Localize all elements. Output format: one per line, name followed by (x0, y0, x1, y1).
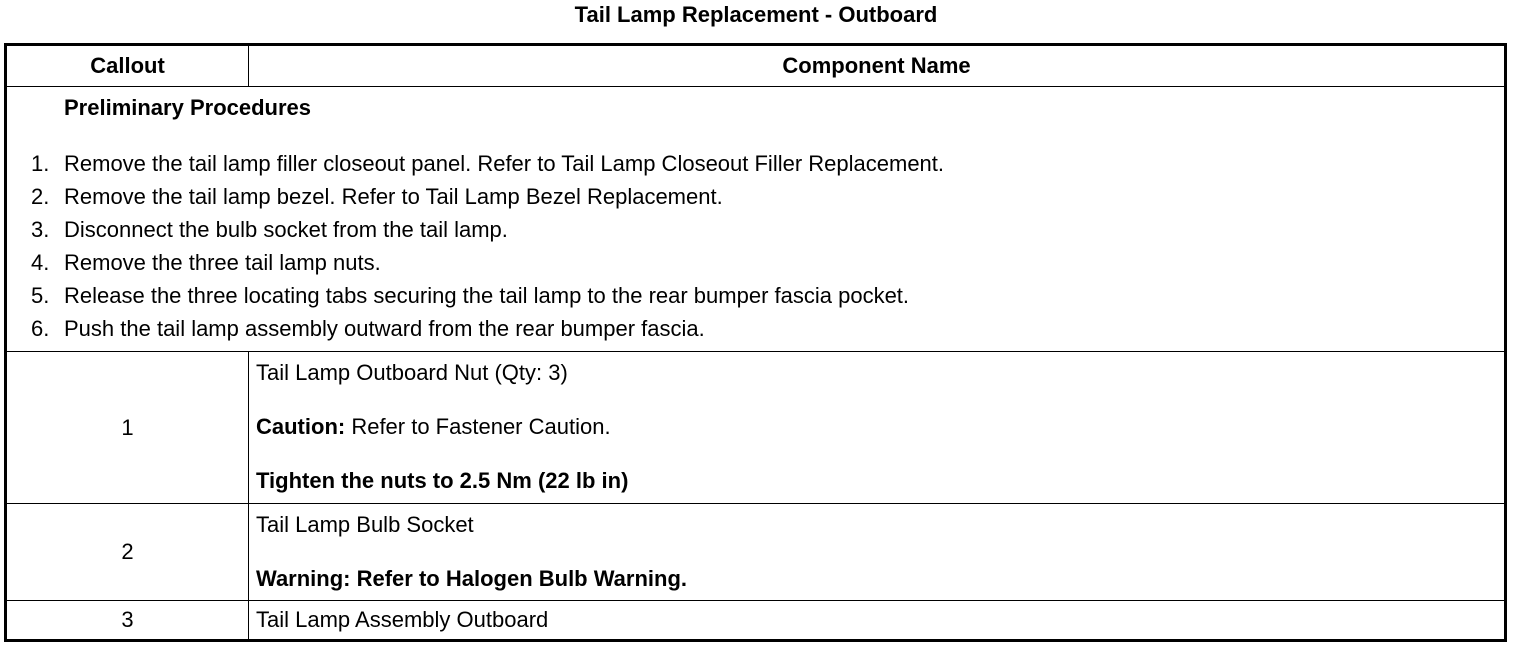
list-item (7, 312, 1504, 345)
table-row (6, 504, 1506, 601)
preliminary-cell (6, 87, 1506, 352)
caution-note (256, 412, 1496, 442)
component-name: Tail Lamp Outboard Nut (Qty: 3) (256, 360, 568, 385)
list-item (7, 213, 1504, 246)
component-cell (249, 352, 1506, 504)
preliminary-steps (7, 147, 1504, 345)
caution-label: Caution: (256, 414, 346, 439)
step-text: Push the tail lamp assembly outward from the rear bumper fascia. (64, 316, 705, 341)
component-name: Tail Lamp Assembly Outboard (249, 601, 1506, 641)
procedure-table (4, 43, 1507, 642)
callout-number: 1 (6, 352, 249, 504)
callout-number: 3 (6, 601, 249, 641)
list-item (7, 246, 1504, 279)
component-cell (249, 504, 1506, 601)
step-number: 2. (31, 184, 50, 209)
table-header-row (6, 45, 1506, 87)
step-number: 5. (31, 283, 50, 308)
list-item (7, 147, 1504, 180)
step-text: Release the three locating tabs securing the tail lamp to the rear bumper fascia pocket. (64, 283, 910, 308)
table-row (6, 601, 1506, 641)
torque-spec: Tighten the nuts to 2.5 Nm (22 lb in) (256, 468, 629, 493)
step-number: 1. (31, 151, 50, 176)
header-component-name: Component Name (249, 45, 1506, 87)
table-row (6, 352, 1506, 504)
header-callout: Callout (6, 45, 249, 87)
component-name: Tail Lamp Bulb Socket (256, 512, 474, 537)
caution-text: Refer to Fastener Caution. (345, 414, 611, 439)
list-item (7, 279, 1504, 312)
step-text: Remove the three tail lamp nuts. (64, 250, 381, 275)
preliminary-heading: Preliminary Procedures (64, 95, 312, 120)
step-number: 4. (31, 250, 50, 275)
preliminary-row (6, 87, 1506, 352)
page-title: Tail Lamp Replacement - Outboard (574, 2, 938, 27)
callout-number: 2 (6, 504, 249, 601)
list-item (7, 180, 1504, 213)
step-text: Remove the tail lamp bezel. Refer to Tail Lamp Bezel Replacement. (64, 184, 723, 209)
step-text: Disconnect the bulb socket from the tail lamp. (64, 217, 508, 242)
step-number: 6. (31, 316, 50, 341)
step-text: Remove the tail lamp filler closeout panel. Refer to Tail Lamp Closeout Filler Replacement. (64, 151, 945, 176)
step-number: 3. (31, 217, 50, 242)
warning-note: Warning: Refer to Halogen Bulb Warning. (256, 566, 688, 591)
